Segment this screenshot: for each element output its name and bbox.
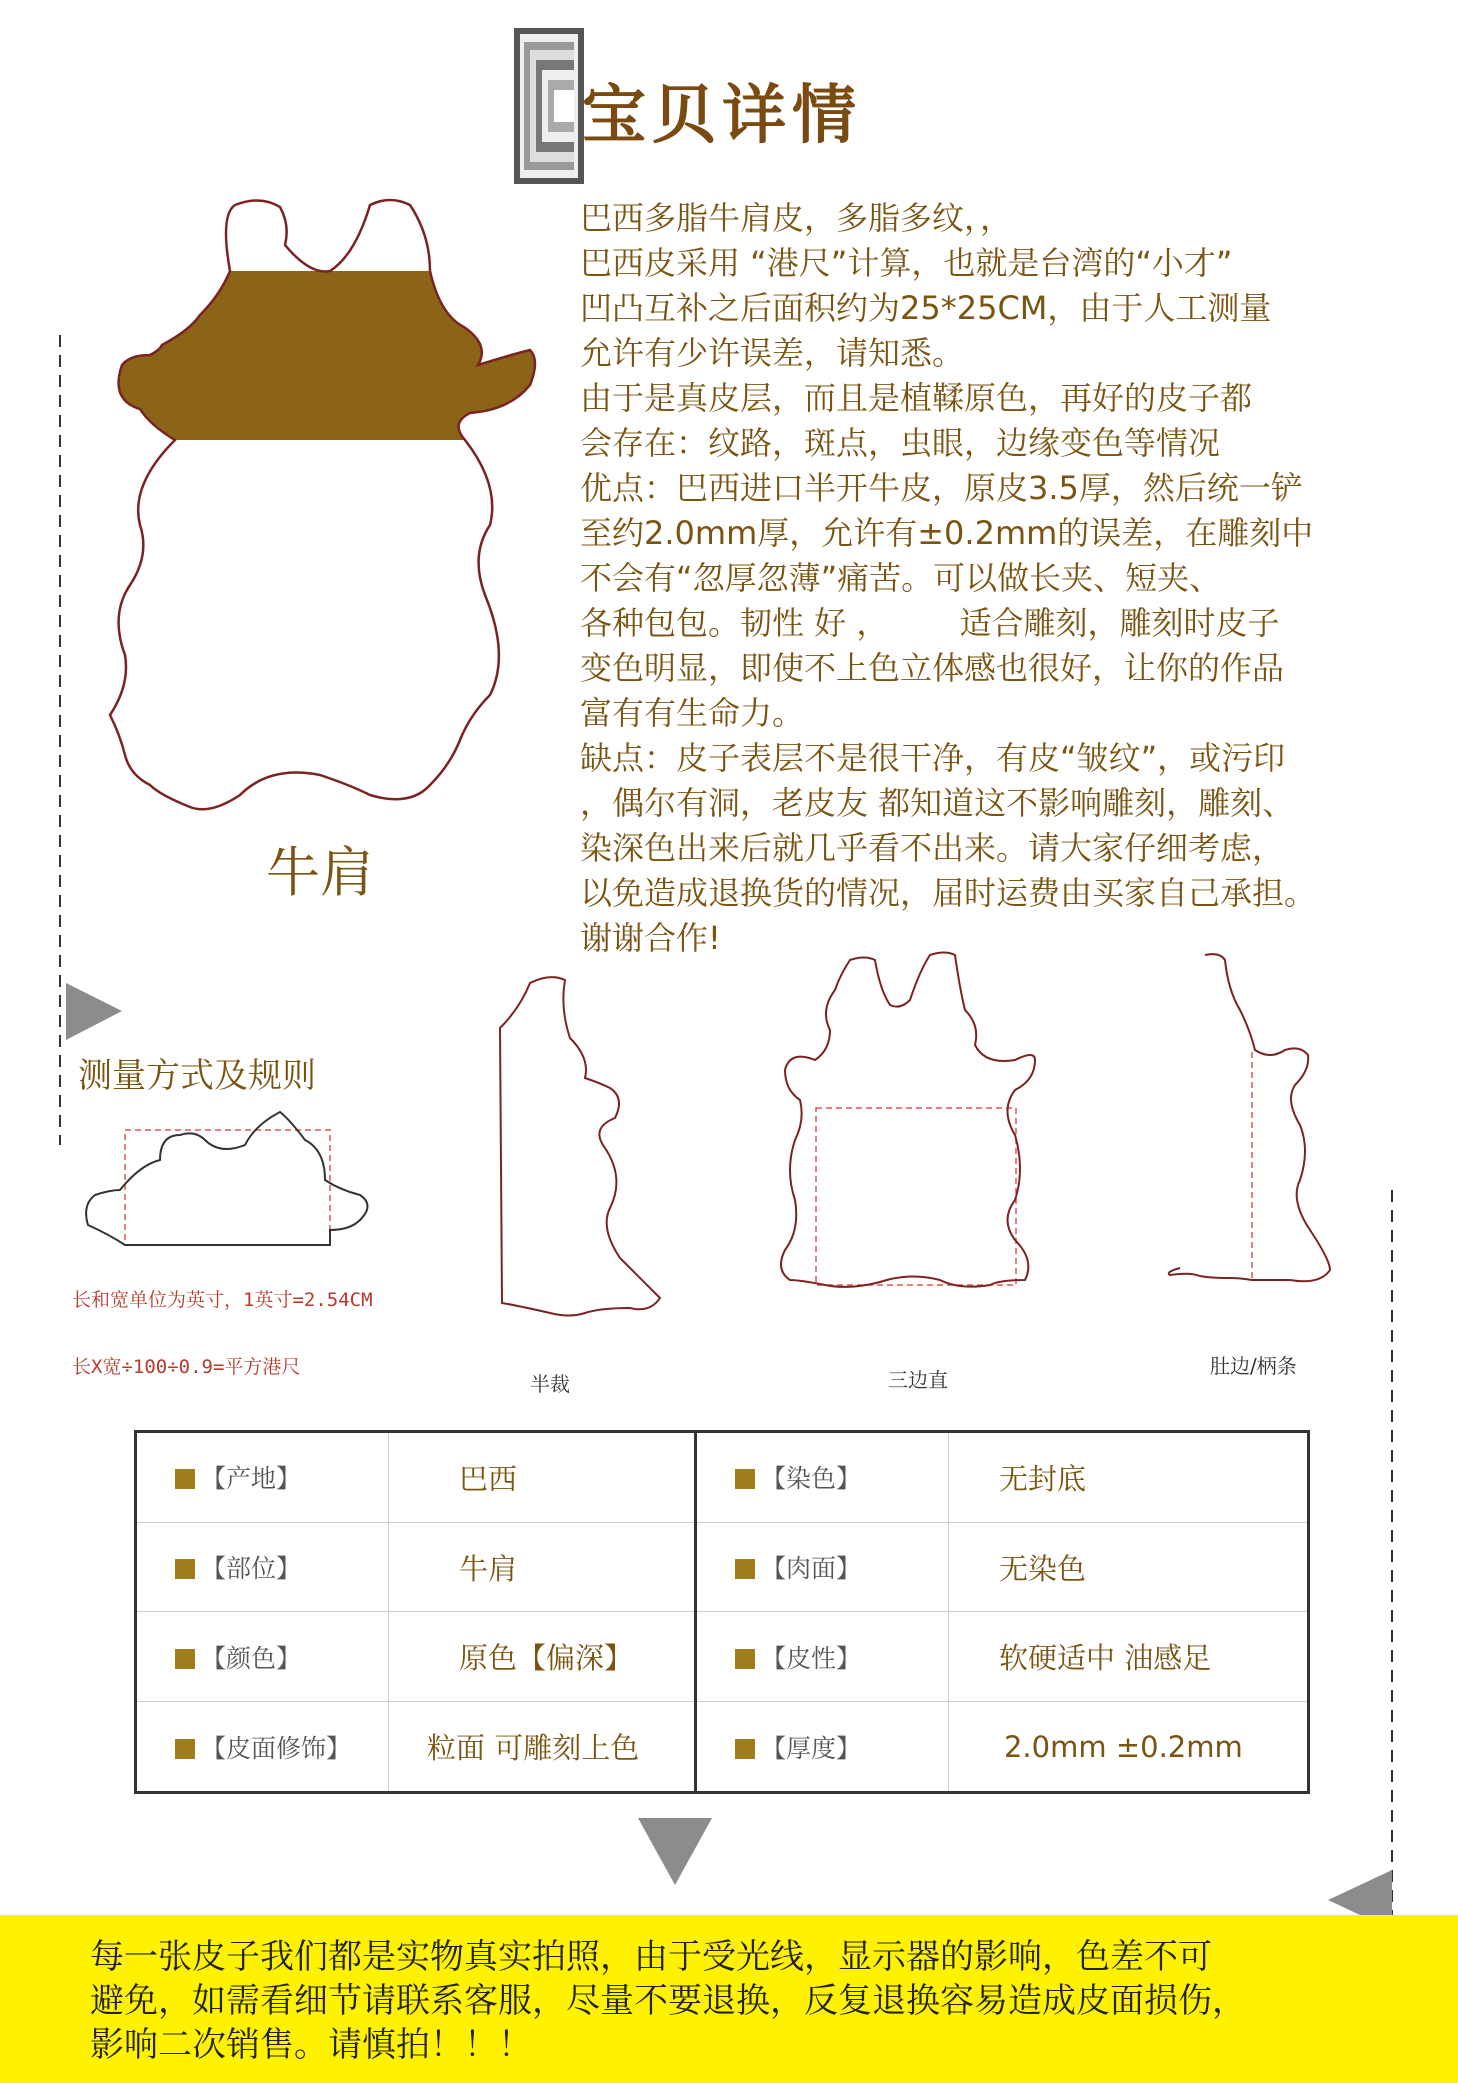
half-cut-label: 半裁 <box>530 1372 570 1396</box>
spec-value: 巴西 <box>389 1432 696 1523</box>
description-line: 富有有生命力。 <box>580 694 805 732</box>
description-line: 缺点：皮子表层不是很干净，有皮“皱纹”，或污印 <box>580 739 1286 777</box>
table-row <box>136 1702 1309 1793</box>
spec-label: 【染色】 <box>695 1432 948 1523</box>
footer-line: 每一张皮子我们都是实物真实拍照，由于受光线，显示器的影响，色差不可 <box>90 1937 1212 1977</box>
measure-rect <box>816 1108 1016 1285</box>
description-line: 染深色出来后就几乎看不出来。请大家仔细考虑， <box>580 829 1285 867</box>
footer-notice <box>0 1915 1458 2083</box>
description-line: 由于是真皮层，而且是植鞣原色，再好的皮子都 <box>580 379 1253 417</box>
bullet-square-icon <box>735 1559 755 1579</box>
spec-value: 无染色 <box>948 1522 1308 1612</box>
description-line: 巴西皮采用 “港尺”计算，也就是台湾的“小才” <box>580 244 1233 282</box>
shoulder-measure-diagram <box>80 1090 380 1260</box>
description-line: 允许有少许误差，请知悉。 <box>580 334 965 372</box>
spec-label: 【皮性】 <box>695 1612 948 1702</box>
footer-line: 影响二次销售。请慎拍！！！ <box>90 2025 532 2065</box>
table-row <box>136 1522 1309 1612</box>
table-row <box>136 1612 1309 1702</box>
spec-value: 牛肩 <box>389 1522 696 1612</box>
spec-value: 软硬适中 油感足 <box>948 1612 1308 1702</box>
page-title: 宝贝详情 <box>582 78 862 153</box>
bullet-square-icon <box>175 1469 195 1489</box>
bullet-square-icon <box>175 1649 195 1669</box>
spec-label: 【部位】 <box>136 1522 389 1612</box>
description-line: 至约2.0mm厚，允许有±0.2mm的误差，在雕刻中 <box>580 514 1314 552</box>
down-arrow-icon <box>638 1818 712 1885</box>
measure-note-1: 长和宽单位为英寸，1英寸=2.54CM <box>72 1289 373 1311</box>
footer-line: 避免，如需看细节请联系客服，尽量不要退换，反复退换容易造成皮面损伤， <box>90 1981 1246 2021</box>
description-line: 凹凸互补之后面积约为25*25CM，由于人工测量 <box>580 289 1272 327</box>
spec-label: 【产地】 <box>136 1432 389 1523</box>
measure-note-2: 长X宽÷100÷0.9=平方港尺 <box>72 1356 301 1378</box>
spec-label: 【皮面修饰】 <box>136 1702 389 1793</box>
hide-label: 牛肩 <box>266 841 374 904</box>
half-cut-outline <box>500 977 660 1315</box>
spec-value: 2.0mm ±0.2mm <box>948 1702 1308 1793</box>
right-arrow-icon <box>66 983 122 1040</box>
description-line: 谢谢合作! <box>580 919 721 957</box>
three-sides-label: 三边直 <box>888 1368 948 1392</box>
measure-title: 测量方式及规则 <box>78 1056 316 1096</box>
three-sides-outline <box>781 953 1035 1287</box>
spec-value: 粒面 可雕刻上色 <box>389 1702 696 1793</box>
spec-label: 【肉面】 <box>695 1522 948 1612</box>
description-line: 以免造成退换货的情况，届时运费由买家自己承担。 <box>580 874 1317 912</box>
bullet-square-icon <box>175 1739 195 1759</box>
belly-diagram <box>1160 950 1360 1340</box>
measure-rect <box>125 1130 330 1245</box>
spec-label: 【颜色】 <box>136 1612 389 1702</box>
description-line: 变色明显，即使不上色立体感也很好，让你的作品 <box>580 649 1285 687</box>
bullet-square-icon <box>735 1649 755 1669</box>
description-line: ，偶尔有洞，老皮友 都知道这不影响雕刻，雕刻、 <box>580 784 1295 822</box>
spec-value: 原色【偏深】 <box>389 1612 696 1702</box>
description-line: 优点：巴西进口半开牛皮，原皮3.5厚，然后统一铲 <box>580 469 1303 507</box>
description-line: 不会有“忽厚忽薄”痛苦。可以做长夹、短夹、 <box>580 559 1222 597</box>
belly-outline <box>1169 954 1330 1281</box>
spec-label: 【厚度】 <box>695 1702 948 1793</box>
description-line: 各种包包。韧性 好 ， 适合雕刻，雕刻时皮子 <box>580 604 1280 642</box>
half-cut-diagram <box>490 968 670 1338</box>
description-line: 会存在：纹路，斑点，虫眼，边缘变色等情况 <box>580 424 1221 462</box>
description-line: 巴西多脂牛肩皮，多脂多纹，， <box>580 199 1013 237</box>
bullet-square-icon <box>175 1559 195 1579</box>
spec-table <box>134 1430 1310 1794</box>
bullet-square-icon <box>735 1739 755 1759</box>
belly-label: 肚边/柄条 <box>1210 1354 1297 1378</box>
spec-value: 无封底 <box>948 1432 1308 1523</box>
table-row <box>136 1432 1309 1523</box>
bullet-square-icon <box>735 1469 755 1489</box>
shoulder-measure-outline <box>86 1112 367 1245</box>
three-sides-diagram <box>750 950 1050 1340</box>
